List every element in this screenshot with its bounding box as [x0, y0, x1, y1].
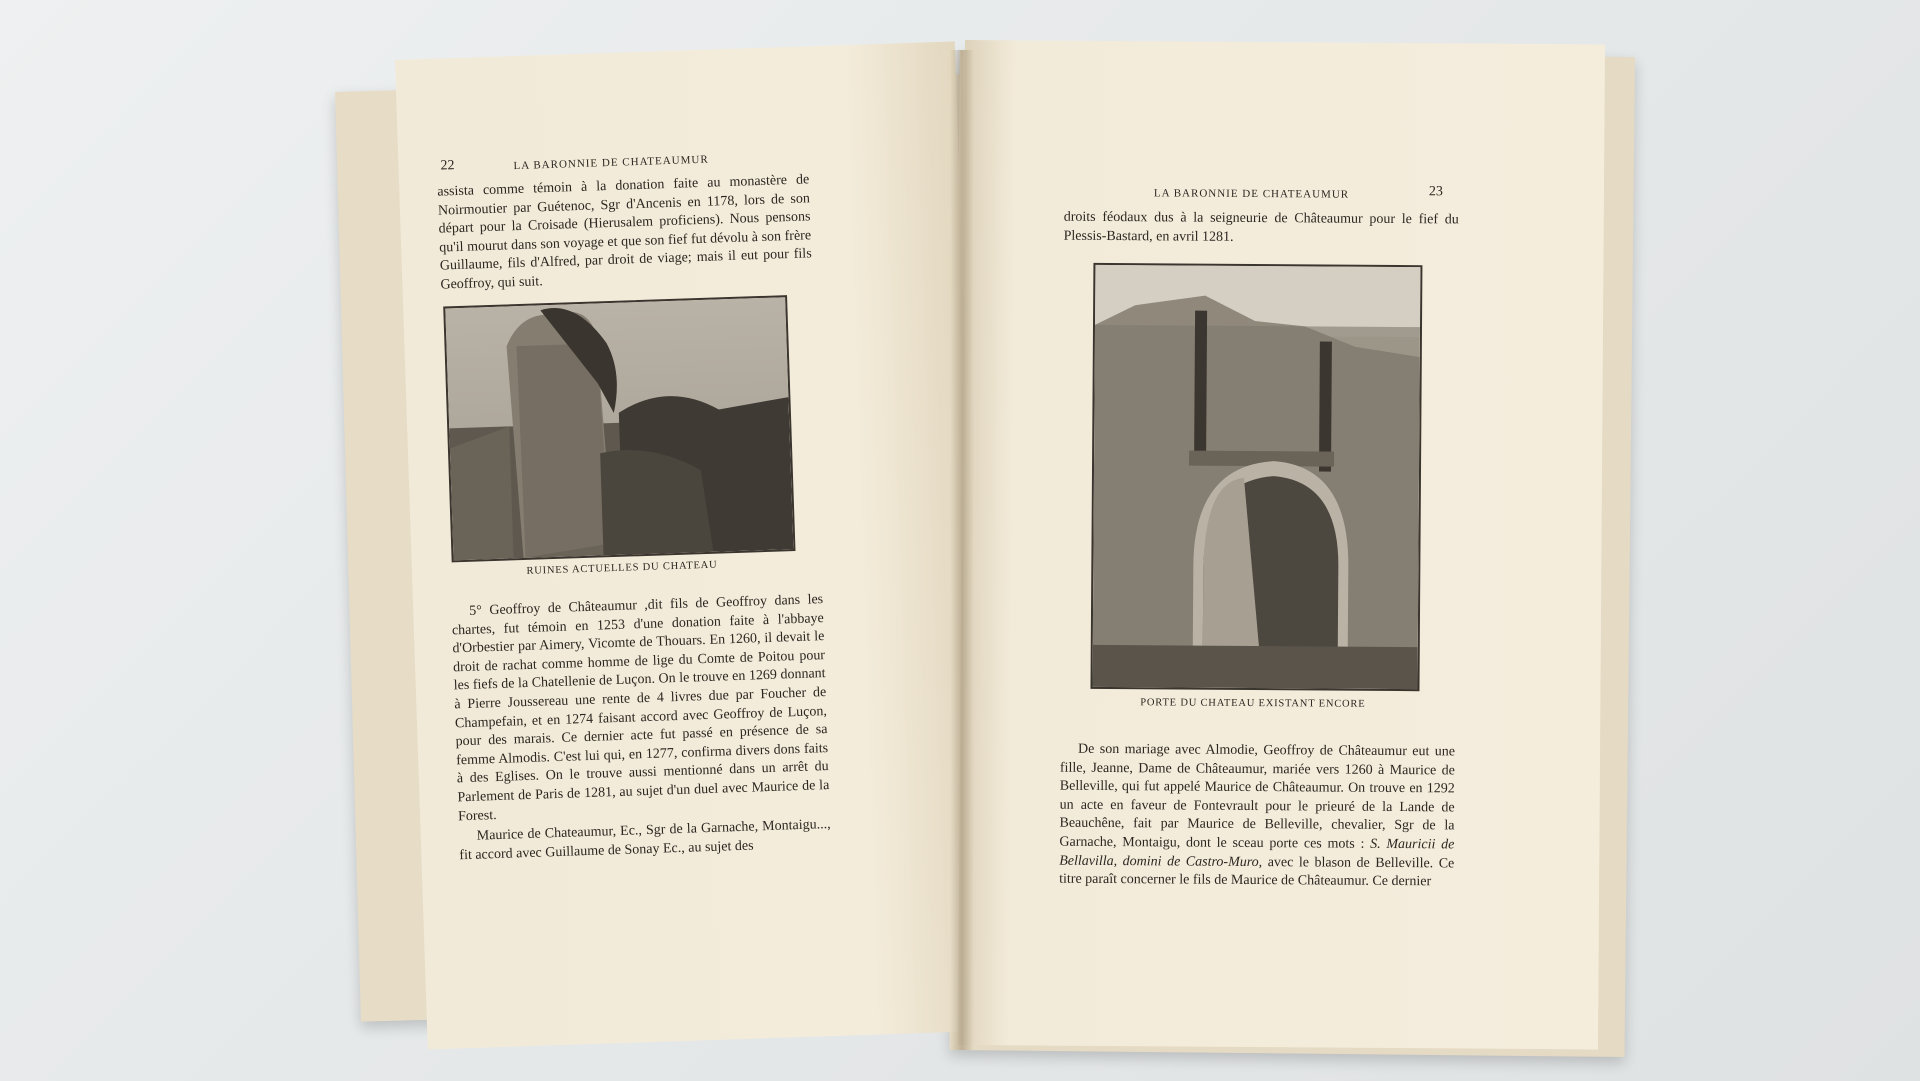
gate-photo	[1090, 263, 1422, 691]
right-page-number: 23	[1428, 184, 1444, 200]
ruins-photo	[443, 295, 795, 562]
right-top-paragraph	[1064, 209, 1459, 249]
left-running-head: LA BARONNIE DE CHATEAUMUR	[513, 153, 709, 173]
left-top-paragraph	[437, 171, 812, 295]
gate-photo-image	[1092, 265, 1420, 689]
left-page	[395, 41, 988, 1049]
right-paragraph-almodie	[1059, 741, 1455, 893]
right-top-paragraph-text: droits féodaux dus à la seigneurie de Châteaumur pour le fief du Plessis-Bastard, en avril 1281.	[1063, 209, 1459, 245]
gate-photo-caption: PORTE DU CHATEAU EXISTANT ENCORE	[1140, 697, 1366, 710]
book-gutter	[950, 50, 974, 1050]
left-page-number: 22	[440, 158, 455, 174]
right-running-head: LA BARONNIE DE CHATEAUMUR	[1153, 187, 1350, 201]
left-top-paragraph-text: assista comme témoin à la donation faite au monastère de Noirmoutier par Guétenoc, Sgr d'Ancenis en 1178, lors de son départ pour la Croisade (Hierusalem proficiens). Nous pensons qu'il mourut dans son voyage et que son fief fut dévolu à son frère Guillaume, fils d'Alfred, par droit de viage; mais il eut pour fils Geoffroy, qui suit.	[437, 172, 812, 293]
left-body-text	[451, 591, 831, 866]
seal-inscription: S. Mauricii de Bellavilla, domini de Castro-Muro,	[1059, 836, 1455, 870]
left-paragraph-geoffroy: 5° Geoffroy de Châteaumur ,dit fils de Geoffroy dans les chartes, fut témoin en 1253 d'une donation faite à l'abbaye d'Orbestier par Aimery, Vicomte de Thouars. En 1260, il devait le droit de rachat comme homme de lige du Comte de Poitou pour les fiefs de la Chatellenie de Luçon. On le trouve en 1269 donnant à Pierre Joussereau une rente de 4 livres due par Foucher de Champefain, et en 1274 faisant accord avec Geoffroy de Luçon, pour des marais. Ce dernier acte fut passé en présence de sa femme Almodis. C'est lui qui, en 1277, confirma divers dons faits à des Eglises. On le trouve aussi mentionné dans un arrêt du Parlement de Paris de 1281, au sujet d'un duel avec Maurice de la Forest.	[451, 592, 830, 824]
right-page	[958, 40, 1605, 1049]
right-body-text	[1059, 741, 1455, 893]
right-paragraph-part1: De son mariage avec Almodie, Geoffroy de Châteaumur eut une fille, Jeanne, Dame de Châteaumur, mariée vers 1260 à Maurice de Belleville, qui fut appelé Maurice de Châteaumur. On trouve en 1292 un acte en faveur de Fontevrault pour le prieuré de la Lande de Beauchêne, fait par Maurice de Belleville, chevalier, Sgr de la Garnache, Montaigu, dont le sceau porte ces mots :	[1059, 741, 1456, 852]
ruins-photo-image	[445, 297, 793, 560]
right-paragraph-part2: avec le blason de Belleville. Ce titre paraît concerner le fils de Maurice de Châteaumur. Ce dernier	[1059, 854, 1455, 890]
ruins-photo-caption: RUINES ACTUELLES DU CHATEAU	[526, 559, 718, 577]
left-paragraph-maurice: Maurice de Chateaumur, Ec., Sgr de la Garnache, Montaigu..., fit accord avec Guillaume de Sonay Ec., au sujet des	[459, 817, 831, 864]
